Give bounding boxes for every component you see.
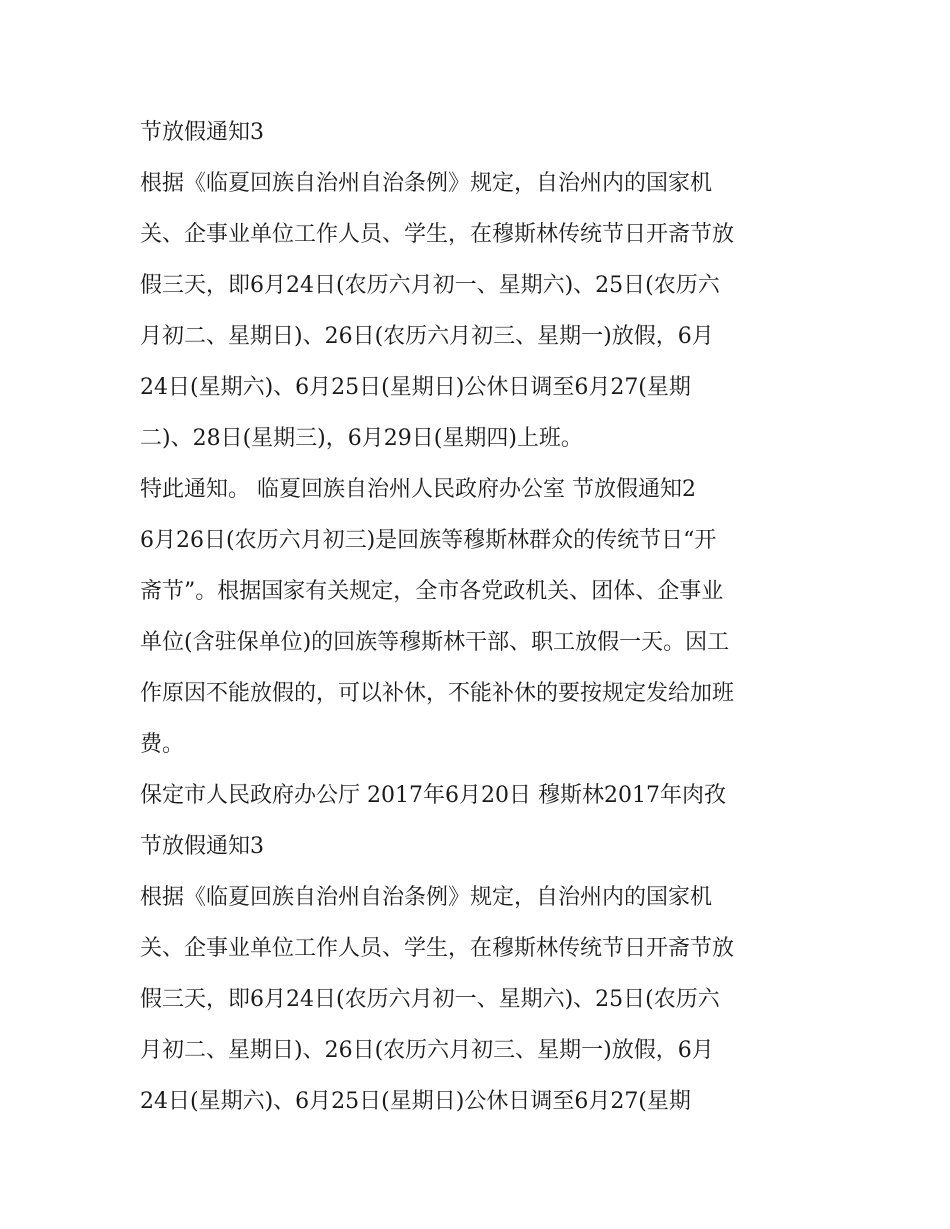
text-line: 斋节”。根据国家有关规定，全市各党政机关、团体、企事业 xyxy=(140,579,724,604)
text-line: 作原因不能放假的，可以补休，不能补休的要按规定发给加班 xyxy=(140,681,735,706)
text-line: 关、企事业单位工作人员、学生，在穆斯林传统节日开斋节放 xyxy=(140,936,735,961)
text-line: 根据《临夏回族自治州自治条例》规定，自治州内的国家机 xyxy=(140,171,713,196)
text-line: 24日(星期六)、6月25日(星期日)公休日调至6月27(星期 xyxy=(140,1089,691,1114)
text-line: 特此通知。 临夏回族自治州人民政府办公室 节放假通知2 xyxy=(140,477,696,502)
text-line: 节放假通知3 xyxy=(140,834,264,859)
text-line: 假三天，即6月24日(农历六月初一、星期六)、25日(农历六 xyxy=(140,273,720,298)
text-line: 月初二、星期日)、26日(农历六月初三、星期一)放假，6月 xyxy=(140,324,714,349)
text-line: 根据《临夏回族自治州自治条例》规定，自治州内的国家机 xyxy=(140,885,713,910)
text-line: 假三天，即6月24日(农历六月初一、星期六)、25日(农历六 xyxy=(140,987,720,1012)
text-line: 6月26日(农历六月初三)是回族等穆斯林群众的传统节日“开 xyxy=(140,528,717,553)
text-line: 月初二、星期日)、26日(农历六月初三、星期一)放假，6月 xyxy=(140,1038,714,1063)
text-line: 费。 xyxy=(140,732,185,757)
text-line: 保定市人民政府办公厅 2017年6月20日 穆斯林2017年肉孜 xyxy=(140,783,726,808)
text-line: 节放假通知3 xyxy=(140,120,264,145)
text-line: 24日(星期六)、6月25日(星期日)公休日调至6月27(星期 xyxy=(140,375,691,400)
text-line: 二)、28日(星期三)，6月29日(星期四)上班。 xyxy=(140,426,583,451)
document-body xyxy=(140,107,830,1127)
text-line: 单位(含驻保单位)的回族等穆斯林干部、职工放假一天。因工 xyxy=(140,630,730,655)
text-line: 关、企事业单位工作人员、学生，在穆斯林传统节日开斋节放 xyxy=(140,222,735,247)
